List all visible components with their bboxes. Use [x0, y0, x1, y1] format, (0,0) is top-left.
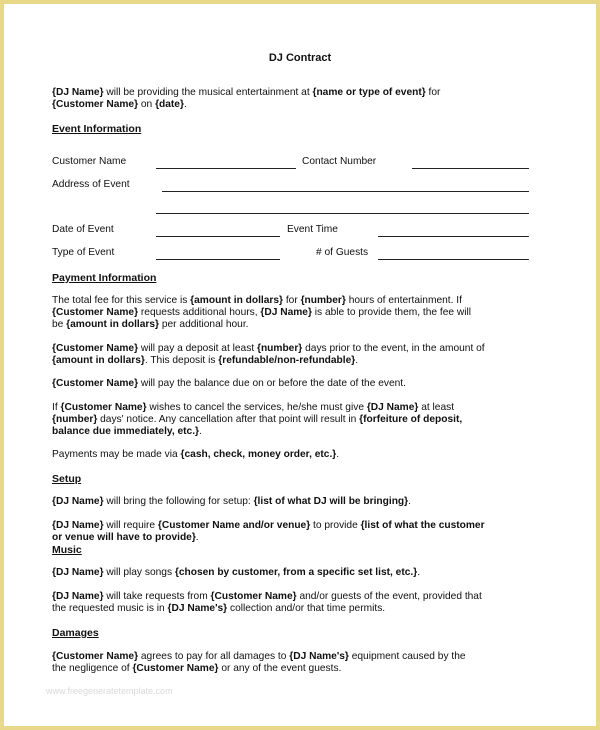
document-title: DJ Contract — [268, 52, 332, 64]
date-label: Date of Event — [52, 224, 114, 235]
event-info-heading: Event Information — [52, 123, 142, 135]
contact-number-label: Contact Number — [302, 156, 377, 167]
date-field[interactable] — [156, 236, 280, 237]
type-label: Type of Event — [52, 247, 115, 258]
payment-heading: Payment Information — [52, 272, 157, 284]
watermark: www.freegeneratetemplate.com — [46, 686, 173, 696]
document-page — [8, 8, 592, 722]
payment-paragraph-2: {Customer Name} will pay a deposit at least {number} days prior to the event, in the amount of {amount in dollars}. This deposit is {refundable/non-refundable}. — [52, 343, 485, 366]
customer-name-field[interactable] — [156, 168, 296, 169]
setup-paragraph-2: {DJ Name} will require {Customer Name and/or venue} to provide {list of what the customer or venue will have to provide}. — [52, 520, 485, 543]
event-time-field[interactable] — [378, 236, 529, 237]
music-heading: Music — [52, 544, 82, 556]
setup-heading: Setup — [52, 473, 82, 485]
setup-paragraph-1: {DJ Name} will bring the following for setup: {list of what DJ will be bringing}. — [52, 496, 411, 507]
guests-label: # of Guests — [316, 247, 369, 258]
contact-number-field[interactable] — [412, 168, 529, 169]
payment-paragraph-4: If {Customer Name} wishes to cancel the services, he/she must give {DJ Name} at least {number} days' notice. Any cancellation after that point will result in {forfeiture of deposit, balance due immediately, etc.}. — [52, 402, 463, 437]
guests-field[interactable] — [378, 259, 529, 260]
customer-name-label: Customer Name — [52, 156, 127, 167]
address-field-line2[interactable] — [156, 213, 529, 214]
event-time-label: Event Time — [287, 224, 338, 235]
payment-paragraph-1: The total fee for this service is {amount in dollars} for {number} hours of entertainment. If {Customer Name} requests additional hours, {DJ Name} is able to provide them, the fee will be {amount in dollars} per additional hour. — [52, 295, 472, 330]
intro-paragraph: {DJ Name} will be providing the musical entertainment at {name or type of event} for {Customer Name} on {date}. — [52, 87, 441, 110]
music-paragraph-1: {DJ Name} will play songs {chosen by customer, from a specific set list, etc.}. — [52, 567, 421, 578]
damages-paragraph-1: {Customer Name} agrees to pay for all damages to {DJ Name's} equipment caused by the the negligence of {Customer Name} or any of the event guests. — [52, 651, 466, 674]
payment-paragraph-3: {Customer Name} will pay the balance due on or before the date of the event. — [52, 378, 406, 389]
type-field[interactable] — [156, 259, 280, 260]
music-paragraph-2: {DJ Name} will take requests from {Customer Name} and/or guests of the event, provided that the requested music is in {DJ Name's} collection and/or that time permits. — [52, 591, 482, 614]
address-field-line1[interactable] — [162, 191, 529, 192]
payment-paragraph-5: Payments may be made via {cash, check, money order, etc.}. — [52, 449, 340, 460]
damages-heading: Damages — [52, 627, 99, 639]
address-label: Address of Event — [52, 179, 130, 190]
